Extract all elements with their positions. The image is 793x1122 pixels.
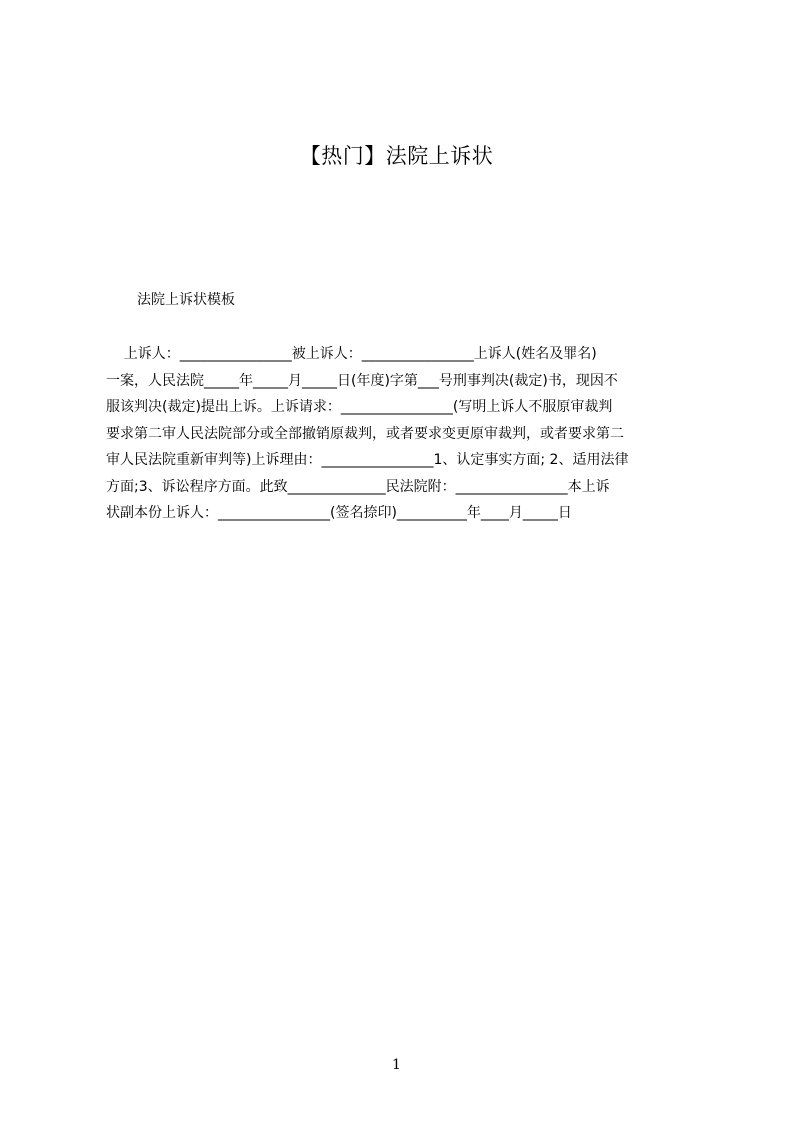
document-title: 【热门】法院上诉状 xyxy=(299,144,494,168)
body-line: 服该判决(裁定)提出上诉。上诉请求：________________(写明上诉人不服原审裁判 xyxy=(106,399,613,415)
body-line: 上诉人：________________被上诉人：________________上诉人(姓名及罪名) xyxy=(106,346,597,362)
body-line: 方面;3、诉讼程序方面。此致______________民法院附：________________本上诉 xyxy=(106,478,610,495)
body-line: 状副本份上诉人：________________(签名捺印)__________年____月_____日 xyxy=(106,505,572,521)
document-subtitle: 法院上诉状模板 xyxy=(137,292,235,308)
body-line: 要求第二审人民法院部分或全部撤销原裁判，或者要求变更原审裁判，或者要求第二 xyxy=(106,425,624,442)
body-line: 审人民法院重新审判等)上诉理由：________________1、认定事实方面; 2、适用法律 xyxy=(106,452,629,468)
body-line: 一案，人民法院_____年_____月_____日(年度)字第___号刑事判决(裁定)书，现因不 xyxy=(106,372,618,389)
document-body xyxy=(106,341,699,527)
page-number: 1 xyxy=(392,1057,401,1073)
